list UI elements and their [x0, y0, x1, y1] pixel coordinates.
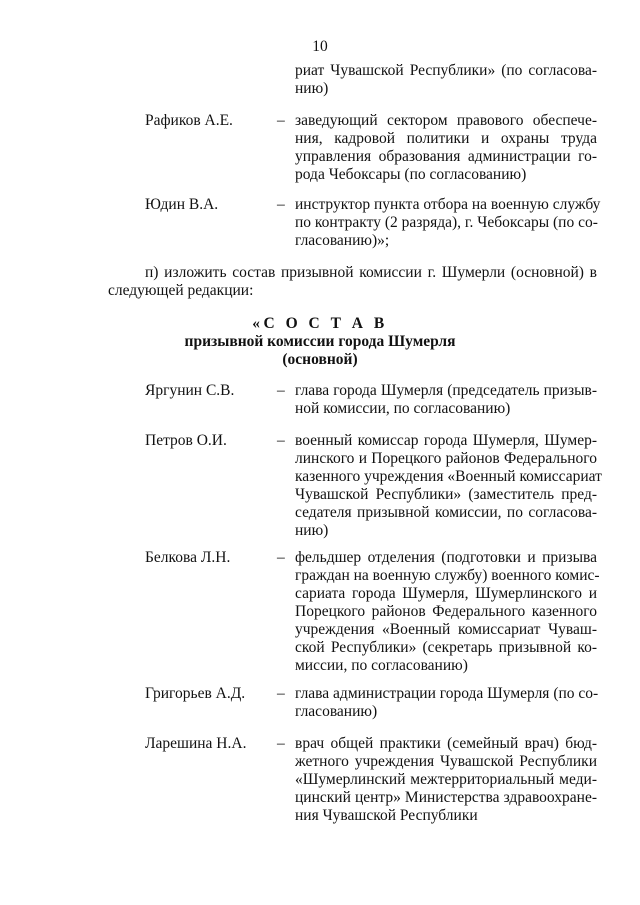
member-name: Яргунин С.В. — [145, 382, 235, 399]
dash-separator: – — [277, 196, 285, 213]
member-name: Петров О.И. — [145, 432, 227, 449]
member-description — [295, 382, 597, 418]
heading-qualifier: (основной) — [282, 351, 358, 368]
composition-heading — [0, 315, 640, 369]
description-line: глава администрации города Шумерля (по со- — [295, 685, 599, 702]
description-line: по контракту (2 разряда), г. Чебоксары (по со- — [295, 214, 598, 231]
description-line: фельдшер отделения (подготовки и призыва — [295, 549, 597, 566]
member-description — [295, 549, 600, 675]
description-line: заведующий сектором правового обеспече- — [295, 112, 597, 129]
description-line: седателя призывной комиссии, по согласова- — [295, 504, 597, 521]
description-line: нию) — [295, 522, 329, 539]
description-line: гласованию)»; — [295, 232, 390, 249]
description-line: Порецкого районов Федерального казенного — [295, 603, 597, 620]
description-line: ния Чувашской Республики — [295, 807, 478, 824]
description-line: рода Чебоксары (по согласованию) — [295, 166, 527, 183]
description-line: гласованию) — [295, 703, 378, 720]
description-line: инструктор пункта отбора на военную службу — [295, 196, 601, 213]
heading-subtitle: призывной комиссии города Шумерля — [184, 333, 456, 350]
dash-separator: – — [277, 112, 285, 129]
member-name: Ларешина Н.А. — [145, 735, 247, 752]
description-line: управления образования администрации го- — [295, 148, 597, 165]
dash-separator: – — [277, 549, 285, 566]
paragraph-line: п) изложить состав призывной комиссии г. Шумерли (основной) в — [145, 264, 597, 281]
description-line: линского и Порецкого районов Федерального — [295, 450, 597, 467]
member-name: Юдин В.А. — [145, 196, 219, 213]
description-line: Чувашской Республики» (заместитель пред- — [295, 486, 597, 503]
member-description — [295, 735, 597, 825]
description-line: глава города Шумерля (председатель призыв- — [295, 382, 597, 399]
dash-separator: – — [277, 735, 285, 752]
description-line: граждан на военную службу) военного комис- — [295, 567, 600, 584]
member-description — [295, 196, 601, 250]
amendment-paragraph — [108, 264, 597, 300]
member-name: Григорьев А.Д. — [145, 685, 246, 702]
description-line: цинский центр» Министерства здравоохране- — [295, 789, 597, 806]
page-number: 10 — [312, 38, 328, 55]
heading-title: «С О С Т А В — [252, 315, 388, 332]
description-line: жетного учреждения Чувашской Республики — [295, 753, 597, 770]
description-line: сариата города Шумерля, Шумерлинского и — [295, 585, 597, 602]
member-description — [295, 62, 597, 98]
description-line: казенного учреждения «Военный комиссариат — [295, 468, 602, 485]
description-line: нию) — [295, 80, 329, 97]
description-line: ной комиссии, по согласованию) — [295, 400, 511, 417]
description-line: ской Республики» (секретарь призывной ко- — [295, 639, 597, 656]
dash-separator: – — [277, 685, 285, 702]
description-line: ния, кадровой политики и охраны труда — [295, 130, 597, 147]
dash-separator: – — [277, 382, 285, 399]
member-description — [295, 112, 597, 184]
description-line: «Шумерлинский межтерриториальный меди- — [295, 771, 597, 788]
description-line: врач общей практики (семейный врач) бюд- — [295, 735, 597, 752]
member-name: Белкова Л.Н. — [145, 549, 231, 566]
description-line: учреждения «Военный комиссариат Чуваш- — [295, 621, 597, 638]
member-description — [295, 432, 602, 540]
dash-separator: – — [277, 432, 285, 449]
description-line: военный комиссар города Шумерля, Шумер- — [295, 432, 597, 449]
member-name: Рафиков А.Е. — [145, 112, 233, 129]
description-line: миссии, по согласованию) — [295, 657, 468, 674]
description-line: риат Чувашской Республики» (по согласова- — [295, 62, 597, 79]
paragraph-line: следующей редакции: — [108, 282, 254, 299]
member-description — [295, 685, 597, 721]
